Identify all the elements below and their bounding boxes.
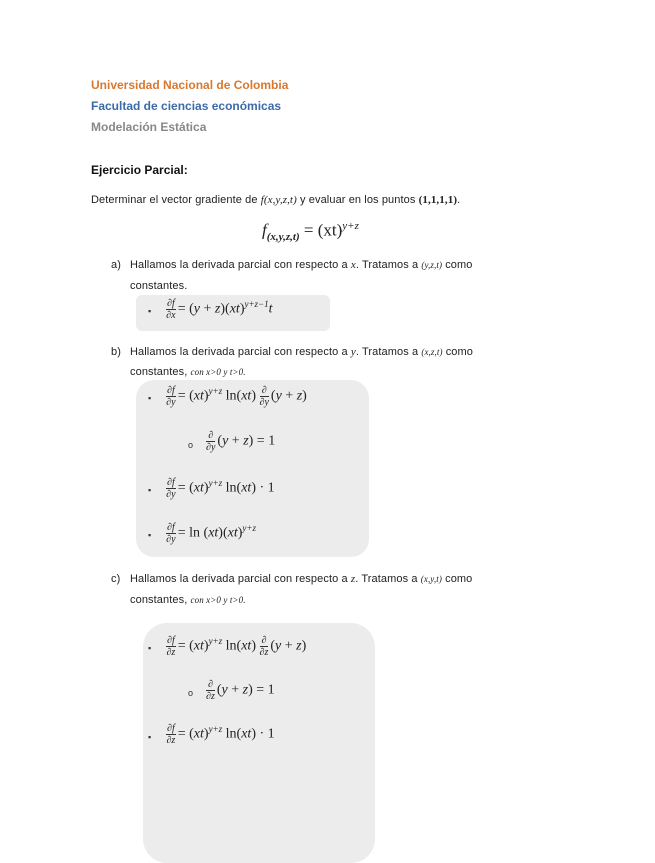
university-name: Universidad Nacional de Colombia (91, 78, 289, 92)
equation-dzdz: $\frac{\partial}{\partial z}$ (y + z) = 1 (206, 679, 275, 702)
bullet-square: ▪ (148, 306, 152, 316)
equation-dfdx: $\frac{\partial f}{\partial x}$ = (y + z)(xt)$^{y+z-1}$t (166, 298, 273, 321)
part-b-text: Hallamos la derivada parcial con respecto a y. Tratamos a (x,z,t) como (130, 346, 474, 358)
part-c-label: c) (111, 573, 121, 585)
equation-dydy: $\frac{\partial}{\partial y}$ (y + z) = 1 (206, 430, 276, 453)
part-c-line2: constantes, con x>0 y t>0. (130, 594, 246, 606)
bullet-circle: o (188, 440, 194, 450)
bullet-circle: o (188, 688, 194, 698)
equation-dfdz-2: $\frac{\partial f}{\partial z}$ = (xt)$^{y+z}$ ln(xt) · 1 (166, 723, 275, 746)
bullet-square: ▪ (148, 393, 152, 403)
intro-text: Determinar el vector gradiente de f(x,y,z,t) y evaluar en los puntos (1,1,1,1). (91, 194, 461, 206)
bullet-square: ▪ (148, 530, 152, 540)
part-a-text: Hallamos la derivada parcial con respecto a x. Tratamos a (y,z,t) como (130, 259, 473, 271)
part-a-label: a) (111, 259, 121, 271)
exercise-title: Ejercicio Parcial: (91, 163, 188, 177)
faculty-name: Facultad de ciencias económicas (91, 99, 282, 113)
equation-dfdy-3: $\frac{\partial f}{\partial y}$ = ln (xt)(xt)$^{y+z}$ (166, 522, 256, 545)
part-b-line2: constantes, con x>0 y t>0. (130, 366, 246, 378)
bullet-square: ▪ (148, 643, 152, 653)
equation-dfdz-1: $\frac{\partial f}{\partial z}$ = (xt)$^{y+z}$ ln(xt) $\frac{\partial}{\partial z}$ (y + z) (166, 635, 307, 658)
bullet-square: ▪ (148, 485, 152, 495)
course-name: Modelación Estática (91, 120, 207, 134)
part-a-line2: constantes. (130, 280, 188, 292)
part-b-label: b) (111, 346, 121, 358)
main-equation: $f_{(x,y,z,t)} = (xt)^{y+z}$ (262, 220, 359, 244)
bullet-square: ▪ (148, 732, 152, 742)
equation-dfdy-2: $\frac{\partial f}{\partial y}$ = (xt)$^{y+z}$ ln(xt) · 1 (166, 477, 275, 500)
equation-dfdy-1: $\frac{\partial f}{\partial y}$ = (xt)$^{y+z}$ ln(xt) $\frac{\partial}{\partial y}$ (y + z) (166, 385, 307, 408)
part-c-text: Hallamos la derivada parcial con respecto a z. Tratamos a (x,y,t) como (130, 573, 473, 585)
